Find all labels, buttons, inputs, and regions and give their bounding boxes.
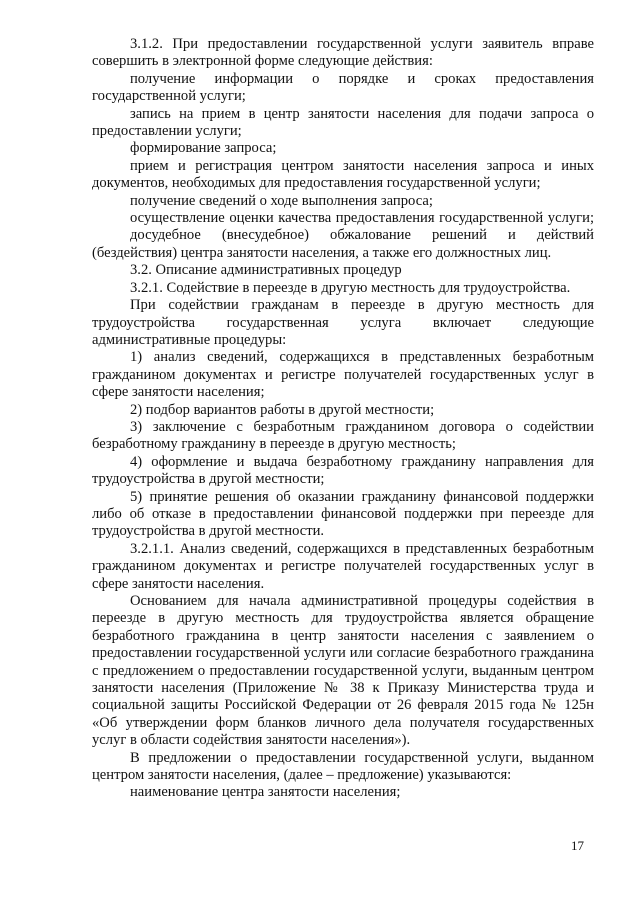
paragraph: При содействии гражданам в переезде в другую местность для трудоустройства государственная услуга включает следующие административные процедуры: bbox=[92, 297, 594, 348]
paragraph: формирование запроса; bbox=[130, 140, 277, 157]
list-item: 3) заключение с безработным гражданином договора о содействии безработному гражданину в переезде в другую местность; bbox=[92, 418, 594, 453]
paragraph: получение информации о порядке и сроках предоставления государственной услуги; bbox=[92, 70, 594, 105]
list-item: 5) принятие решения об оказании гражданину финансовой поддержки либо об отказе в предоставлении финансовой поддержки при переезде для трудоустройства в другой местности. bbox=[92, 488, 594, 540]
paragraph: досудебное (внесудебное) обжалование решений и действий (бездействия) центра занятости населения, а также его должностных лиц. bbox=[92, 227, 594, 261]
paragraph: осуществление оценки качества предоставления государственной услуги; bbox=[130, 210, 594, 227]
paragraph: получение сведений о ходе выполнения запроса; bbox=[130, 192, 433, 209]
subsection-heading: 3.2.1.1. Анализ сведений, содержащихся в представленных безработным гражданином документах и регистре получателей государственных услуг в сфере занятости населения. bbox=[92, 540, 594, 592]
list-item: 2) подбор вариантов работы в другой местности; bbox=[130, 401, 435, 418]
document-body bbox=[92, 36, 594, 802]
paragraph: прием и регистрация центром занятости населения запроса и иных документов, необходимых для предоставления государственной услуги; bbox=[92, 157, 594, 192]
paragraph: запись на прием в центр занятости населения для подачи запроса о предоставлении услуги; bbox=[92, 105, 594, 140]
paragraph: наименование центра занятости населения; bbox=[130, 784, 401, 801]
paragraph: Основанием для начала административной процедуры содействия в переезде в другую местность для трудоустройства является обращение безработного гражданина в центр занятости населения с заявлением о предоставлении государственной услуги или согласие безработного гражданина с предложением о предоставлении государственной услуги, выданным центром занятости населения (Приложение № 38 к Приказу Министерства труда и социальной защиты Российской Федерации от 26 февраля 2015 года № 125н «Об утверждении форм бланков личного дела получателя государственных услуг в области содействия занятости населения»). bbox=[92, 593, 594, 749]
paragraph: 3.1.2. При предоставлении государственной услуги заявитель вправе совершить в электронной форме следующие действия: bbox=[92, 36, 594, 70]
paragraph: В предложении о предоставлении государственной услуги, выданном центром занятости населения, (далее – предложение) указываются: bbox=[92, 749, 594, 784]
section-heading: 3.2. Описание административных процедур bbox=[130, 262, 402, 279]
list-item: 4) оформление и выдача безработному гражданину направления для трудоустройства в другой местности; bbox=[92, 453, 594, 488]
page-number: 17 bbox=[571, 838, 584, 853]
subsection-heading: 3.2.1. Содействие в переезде в другую местность для трудоустройства. bbox=[130, 279, 571, 296]
list-item: 1) анализ сведений, содержащихся в представленных безработным гражданином документах и регистре получателей государственных услуг в сфере занятости населения; bbox=[92, 349, 594, 401]
